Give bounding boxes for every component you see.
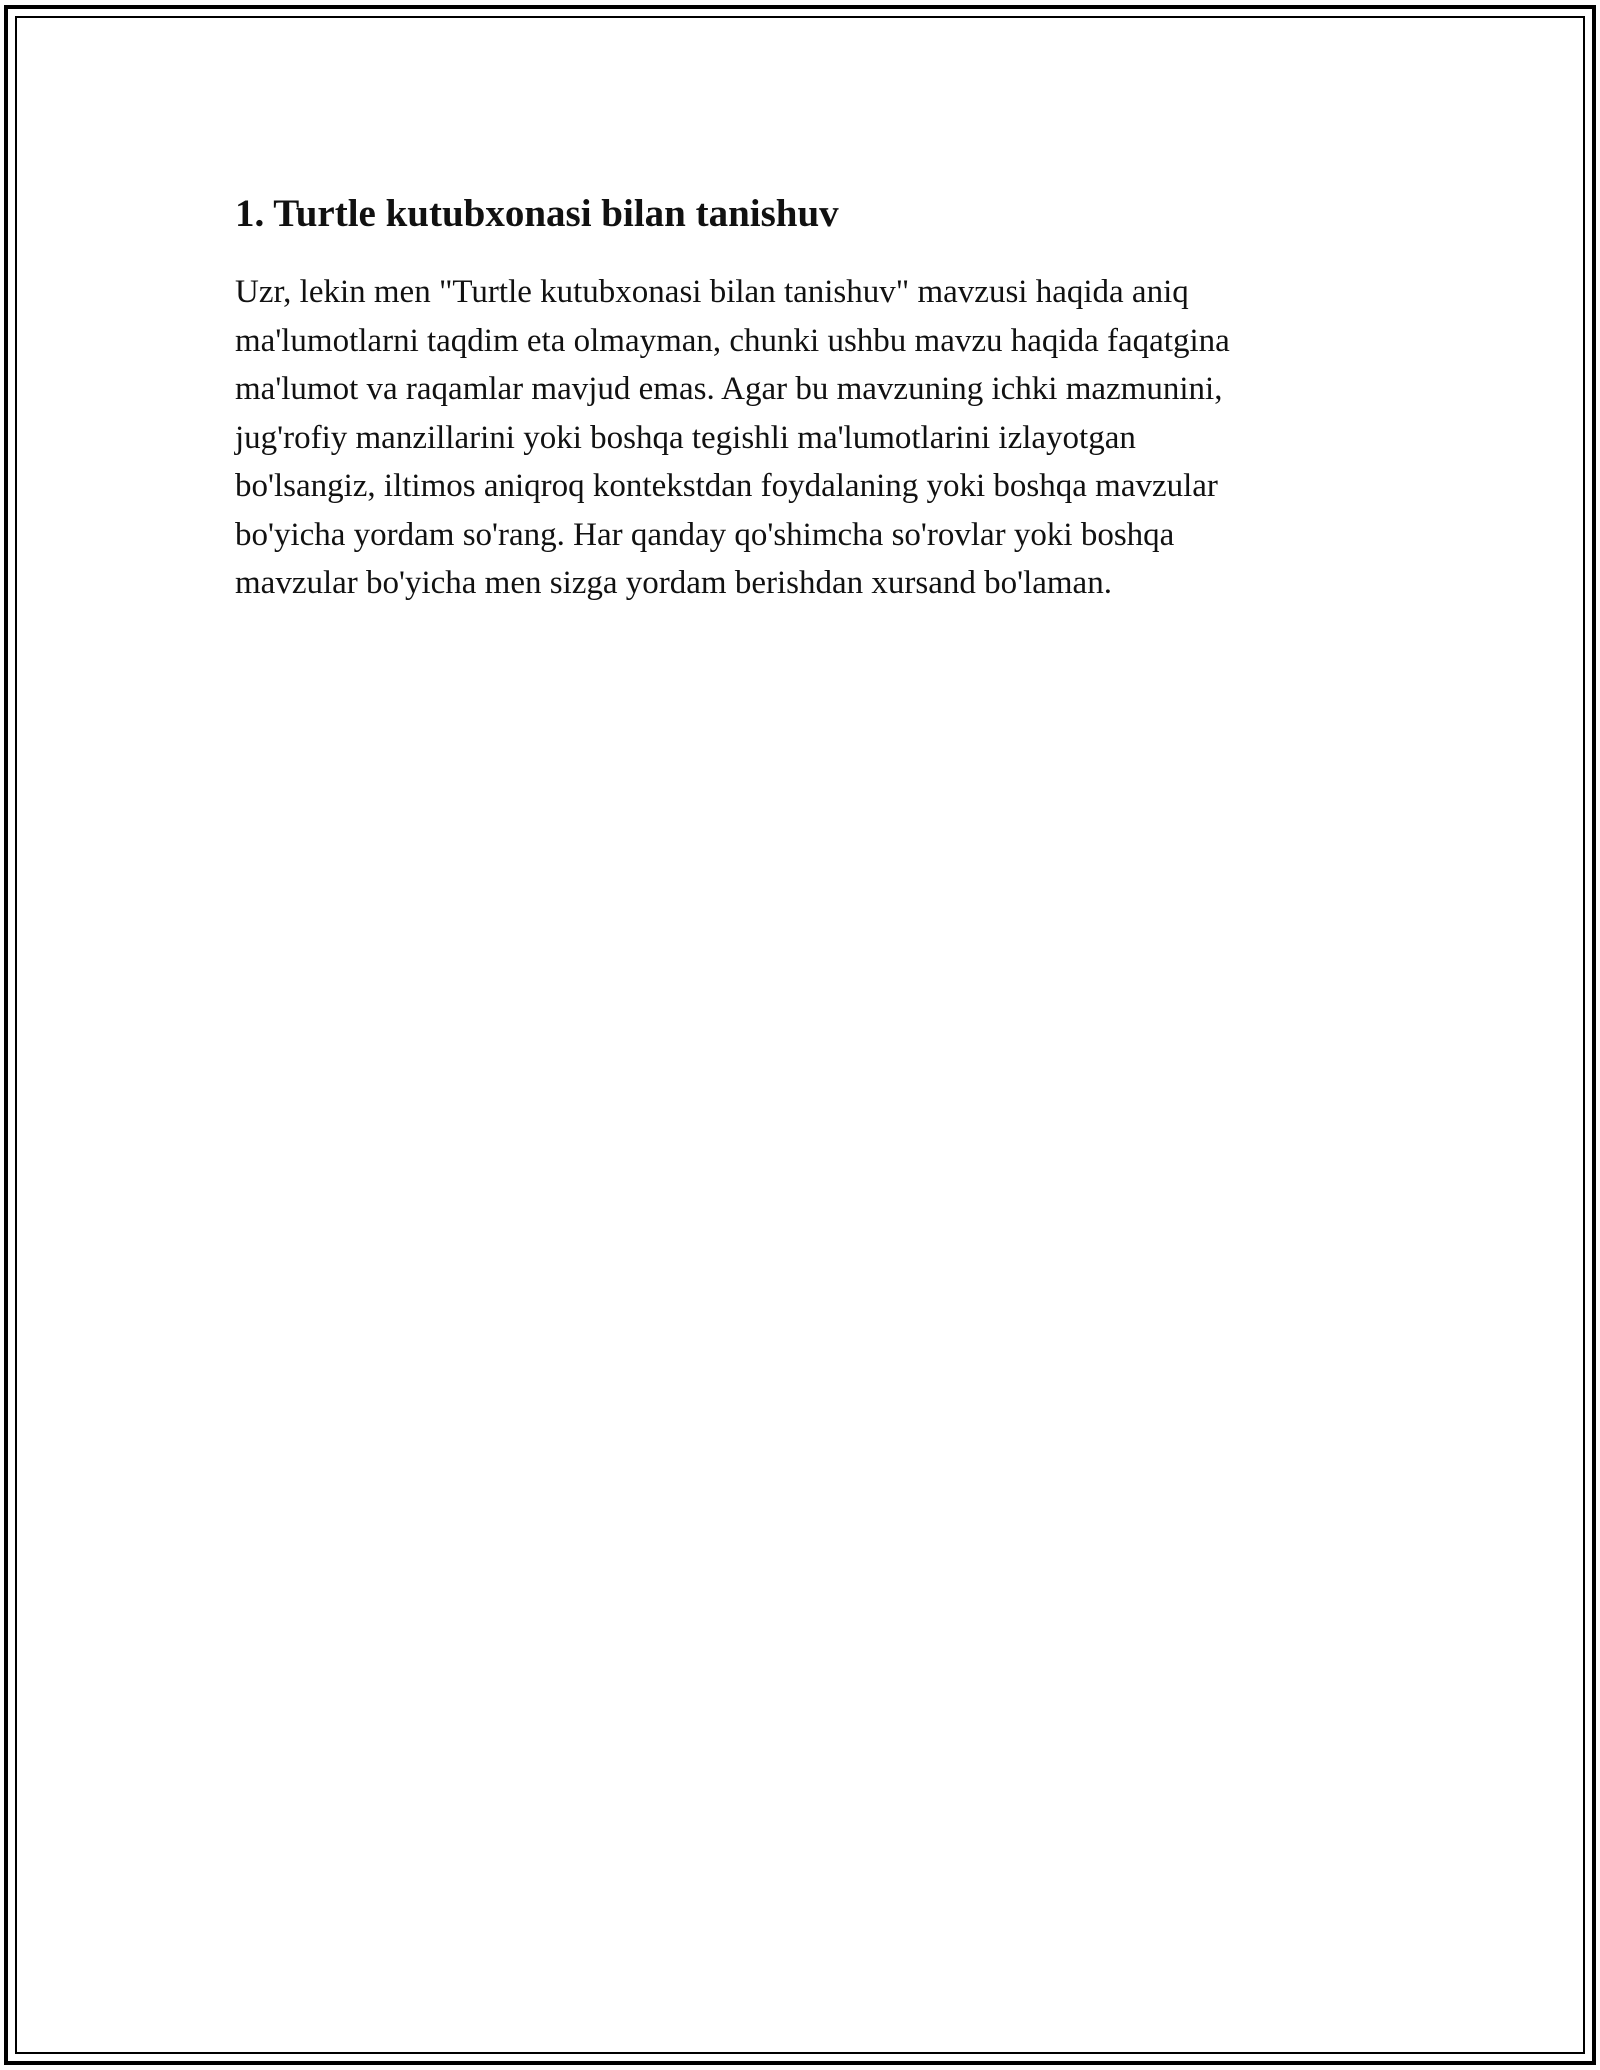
section-heading: 1. Turtle kutubxonasi bilan tanishuv [235, 192, 839, 235]
document-content [235, 186, 1365, 608]
body-paragraph: Uzr, lekin men "Turtle kutubxonasi bilan tanishuv" mavzusi haqida aniq ma'lumotlarni taqdim eta olmayman, chunki ushbu mavzu haqida faqatgina ma'lumot va raqamlar mavjud emas. Agar bu mavzuning ichki mazmunini, jug'rofiy manzillarini yoki boshqa tegishli ma'lumotlarini izlayotgan bo'lsangiz, iltimos aniqroq kontekstdan foydalaning yoki boshqa mavzular bo'yicha yordam so'rang. Har qanday qo'shimcha so'rovlar yoki boshqa mavzular bo'yicha men sizga yordam berishdan xursand bo'laman. [235, 274, 1230, 601]
